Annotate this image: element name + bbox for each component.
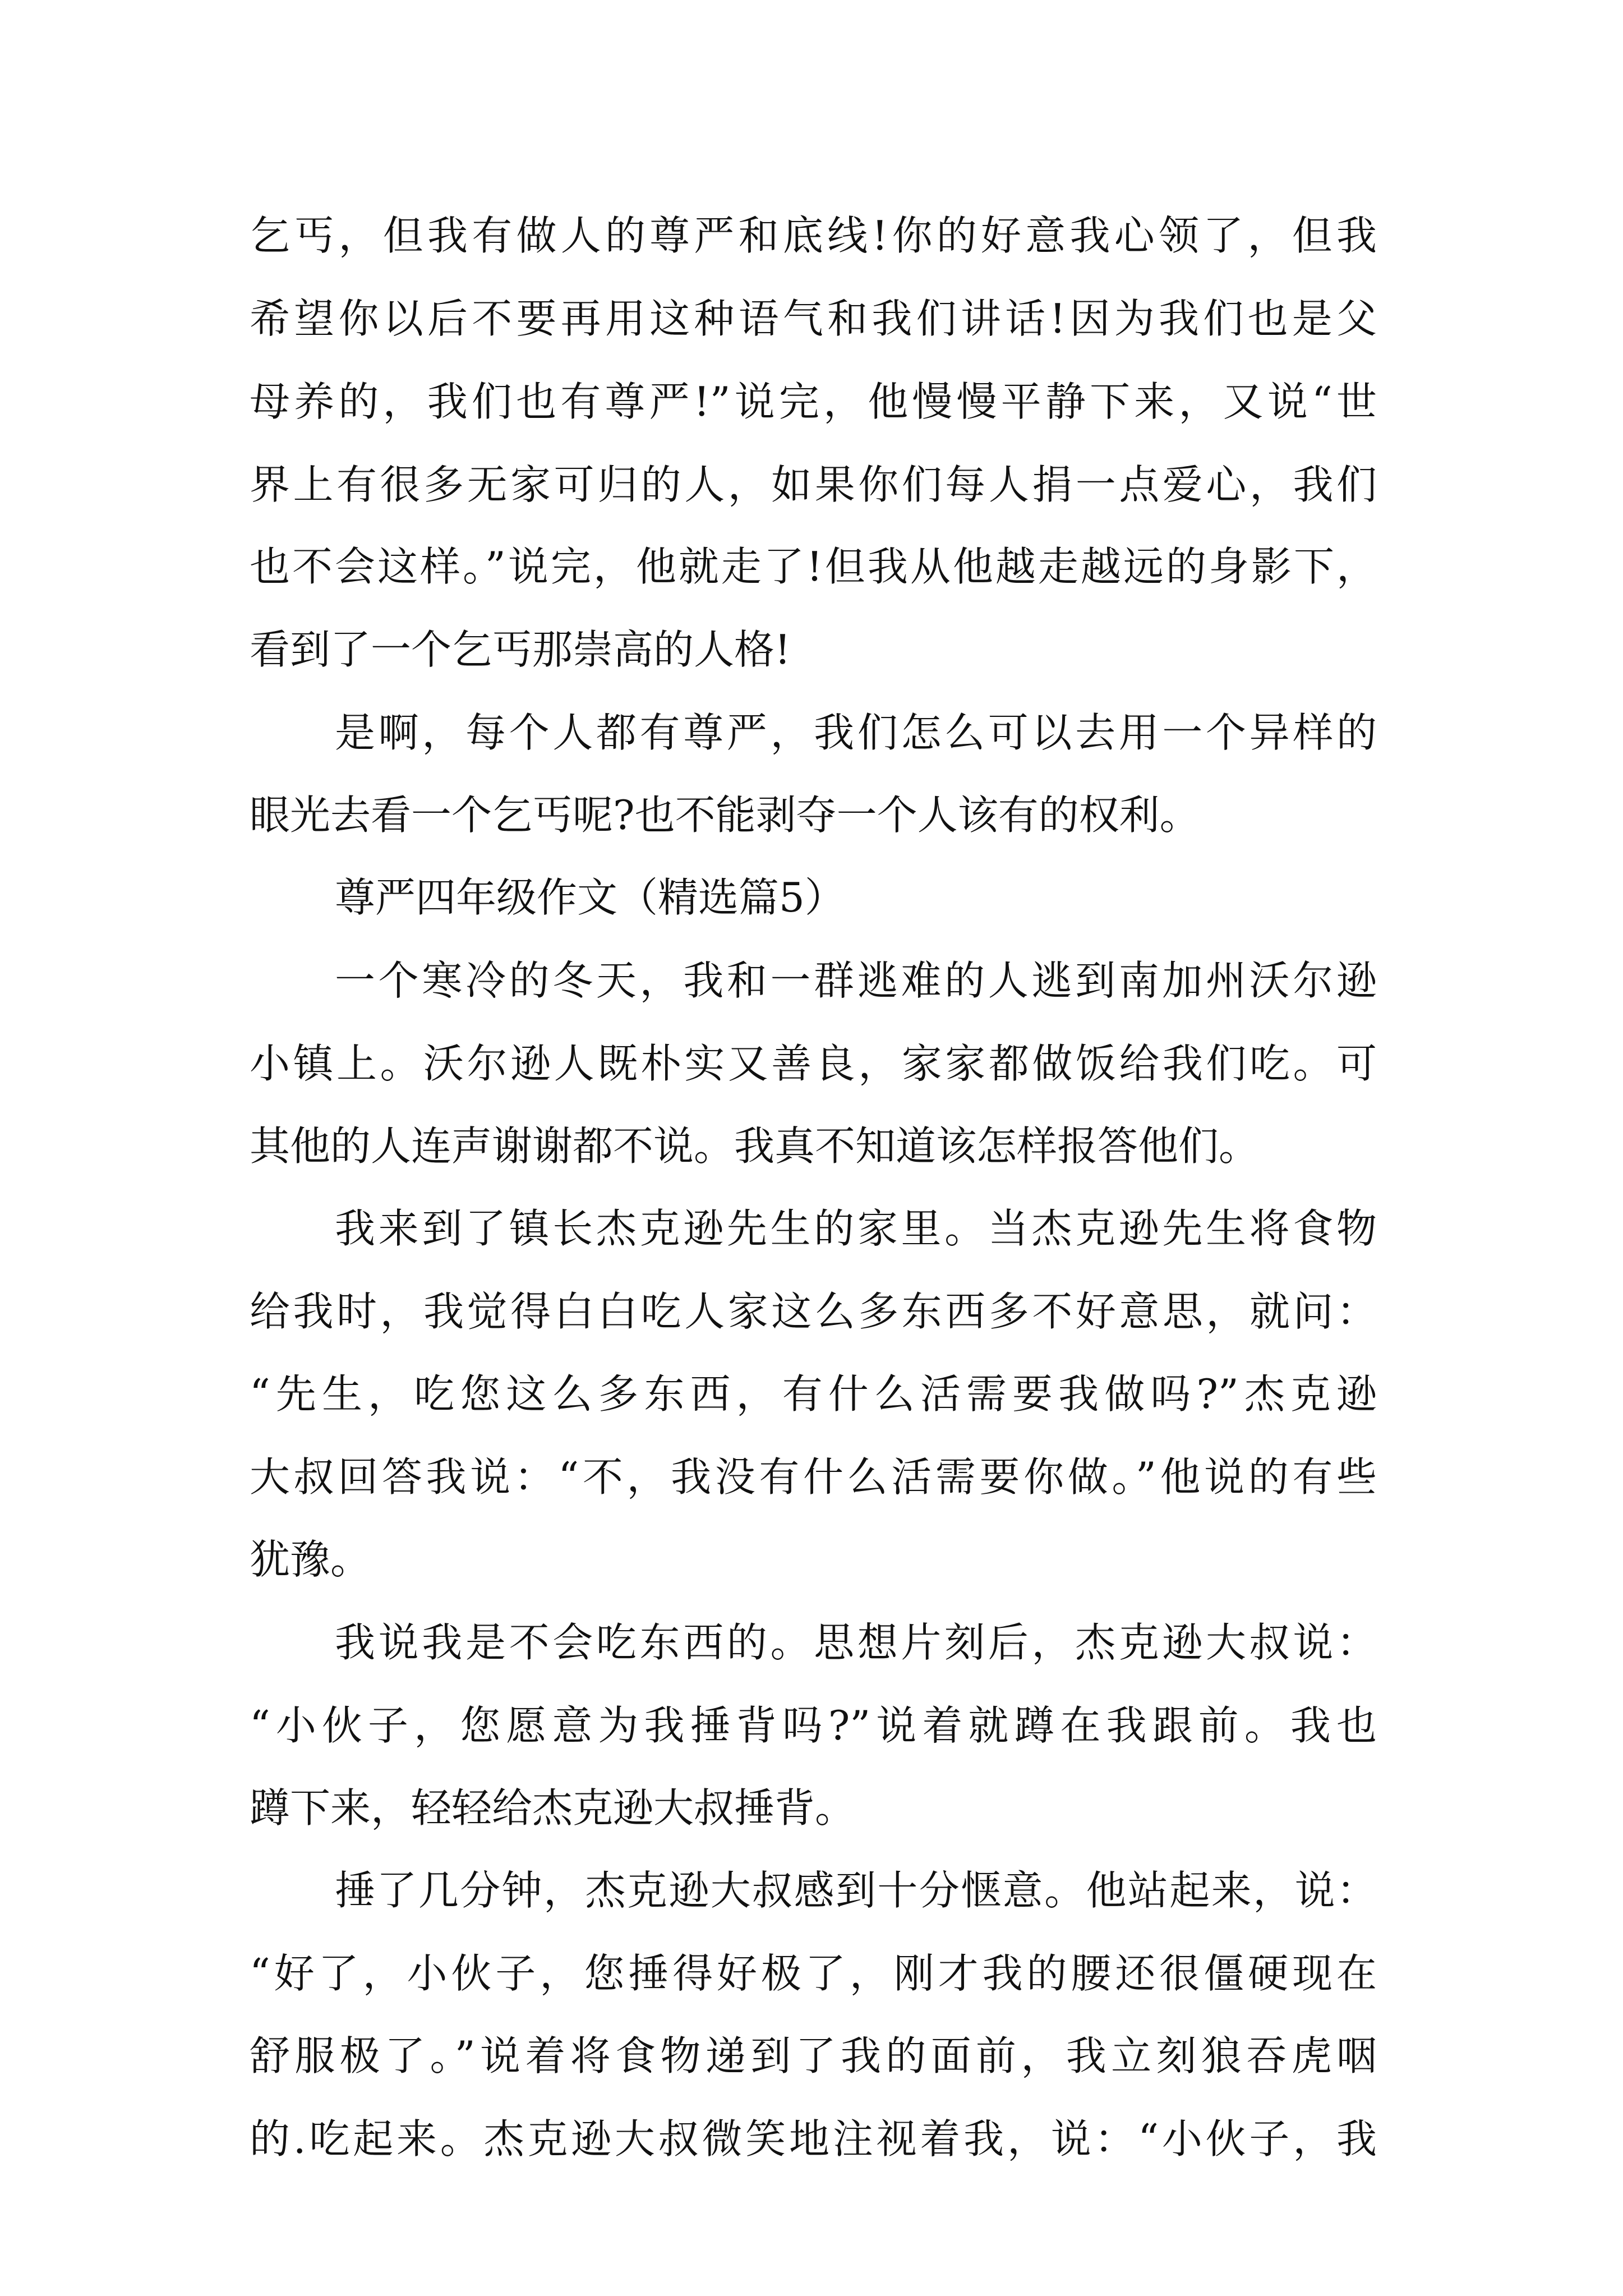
text-line-5: 也不会这样。”说完，他就走了!但我从他越走越远的身影下，: [250, 543, 1377, 590]
text-line-22: “好了，小伙子，您捶得好极了，刚才我的腰还很僵硬现在: [250, 1950, 1377, 1997]
paragraph-start-line: 是啊，每个人都有尊严，我们怎么可以去用一个异样的: [335, 709, 1377, 756]
text-line-23: 舒服极了。”说着将食物递到了我的面前，我立刻狼吞虎咽: [250, 2032, 1377, 2079]
paragraph-start-line: 我说我是不会吃东西的。思想片刻后，杰克逊大叔说：: [335, 1619, 1377, 1666]
text-line-2: 希望你以后不要再用这种语气和我们讲话!因为我们也是父: [250, 295, 1377, 342]
text-line-12: 其他的人连声谢谢都不说。我真不知道该怎样报答他们。: [250, 1122, 1260, 1170]
text-line-8: 眼光去看一个乞丐呢?也不能剥夺一个人该有的权利。: [250, 792, 1200, 839]
text-line-1: 乞丐，但我有做人的尊严和底线!你的好意我心领了，但我: [250, 212, 1377, 259]
text-line-15: “先生，吃您这么多东西，有什么活需要我做吗?”杰克逊: [250, 1370, 1377, 1418]
text-line-20: 蹲下来，轻轻给杰克逊大叔捶背。: [250, 1784, 856, 1832]
section-title: 尊严四年级作文（精选篇5）: [335, 874, 845, 921]
paragraph-start-line: 捶了几分钟，杰克逊大叔感到十分惬意。他站起来，说：: [335, 1867, 1377, 1914]
paragraph-start-line: 一个寒冷的冬天，我和一群逃难的人逃到南加州沃尔逊: [335, 957, 1377, 1004]
text-line-14: 给我时，我觉得白白吃人家这么多东西多不好意思，就问：: [250, 1288, 1377, 1335]
text-line-6: 看到了一个乞丐那崇高的人格!: [250, 626, 791, 673]
text-line-3: 母养的，我们也有尊严!”说完，他慢慢平静下来，又说“世: [250, 378, 1377, 425]
paragraph-start-line: 我来到了镇长杰克逊先生的家里。当杰克逊先生将食物: [335, 1205, 1377, 1252]
text-line-16: 大叔回答我说：“不，我没有什么活需要你做。”他说的有些: [250, 1453, 1377, 1501]
text-line-19: “小伙子，您愿意为我捶背吗?”说着就蹲在我跟前。我也: [250, 1702, 1377, 1749]
text-line-17: 犹豫。: [250, 1536, 371, 1583]
text-line-4: 界上有很多无家可归的人，如果你们每人捐一点爱心，我们: [250, 461, 1377, 508]
text-line-11: 小镇上。沃尔逊人既朴实又善良，家家都做饭给我们吃。可: [250, 1040, 1377, 1087]
text-line-24: 的.吃起来。杰克逊大叔微笑地注视着我，说：“小伙子，我: [250, 2115, 1377, 2162]
